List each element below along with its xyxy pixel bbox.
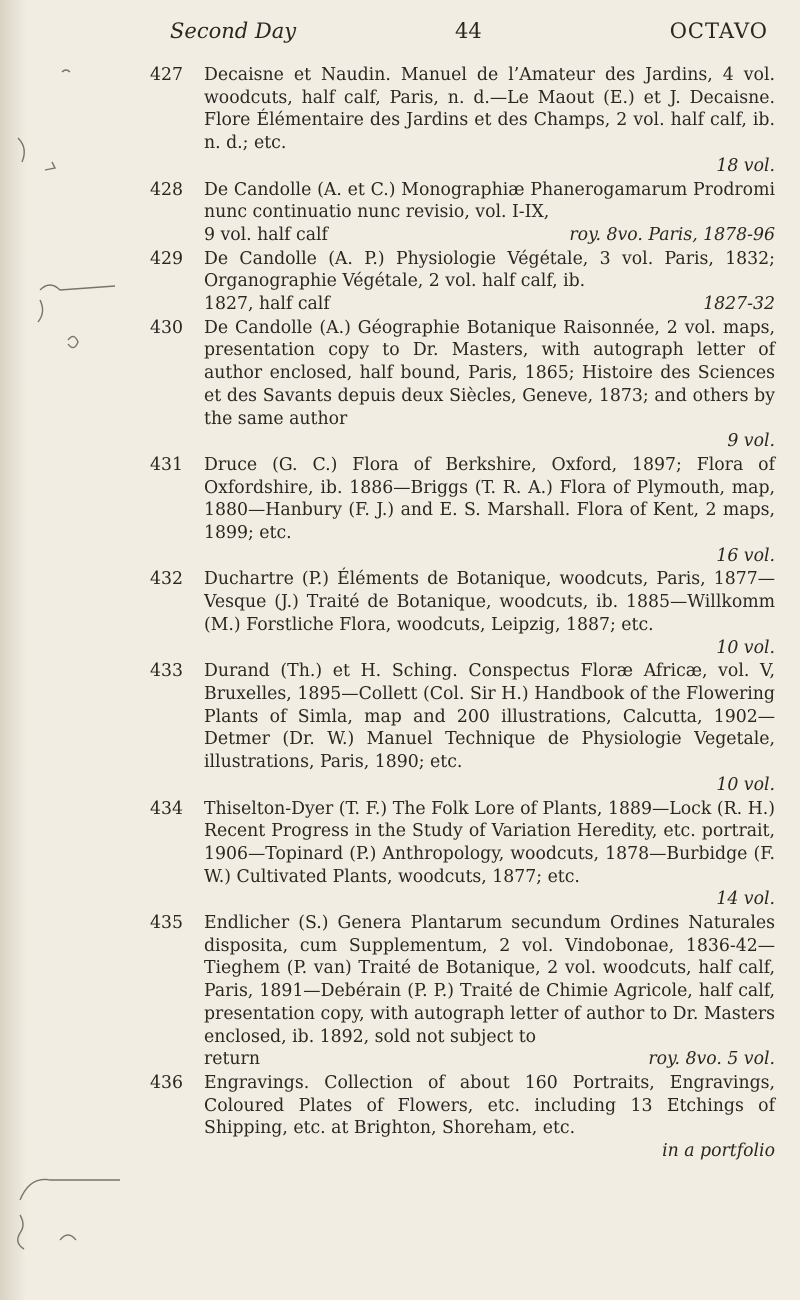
lot-description: Durand (Th.) et H. Sching. Conspectus Floræ Africæ, vol. V, Bruxelles, 1895—Collett (Col. Sir H.) Handbook of the Flowering Plants of Simla, map and 200 illustrations, Calcutta, 1902—Detmer (Dr. W.) Manuel Technique de Physiologie Vegetale, illustrations, Paris, 1890; etc. bbox=[204, 661, 775, 773]
lot-entry bbox=[150, 660, 775, 796]
lot-number: 433 bbox=[150, 661, 183, 682]
lot-description: Thiselton-Dyer (T. F.) The Folk Lore of Plants, 1889—Lock (R. H.) Recent Progress in the Study of Variation Heredity, etc. portrait, 1906—Topinard (P.) Anthropology, woodcuts, 1878—Burbidge (F. W.) Cultivated Plants, woodcuts, 1877; etc. bbox=[204, 798, 775, 887]
lot-entry bbox=[150, 64, 775, 178]
lot-tail bbox=[204, 637, 775, 660]
lot-tail-left: return bbox=[204, 1049, 260, 1070]
lot-tail bbox=[204, 224, 775, 247]
lot-tail-right: 16 vol. bbox=[716, 545, 775, 566]
lot-tail bbox=[204, 545, 775, 568]
lot-description: De Candolle (A.) Géographie Botanique Raisonnée, 2 vol. maps, presentation copy to Dr. Masters, with autograph letter of author enclosed, half bound, Paris, 1865; Histoire des Sciences et des Savants depuis deux Siècles, Geneve, 1873; and others by the same author bbox=[204, 317, 775, 429]
lot-description: Duchartre (P.) Éléments de Botanique, woodcuts, Paris, 1877—Vesque (J.) Traité de Botanique, woodcuts, ib. 1885—Willkomm (M.) Forstliche Flora, woodcuts, Leipzig, 1887; etc. bbox=[204, 569, 775, 635]
page-header bbox=[170, 16, 770, 48]
lot-number: 428 bbox=[150, 179, 183, 200]
lot-number: 432 bbox=[150, 569, 183, 590]
lot-list bbox=[150, 64, 775, 1164]
lot-tail bbox=[204, 1140, 775, 1163]
lot-number: 429 bbox=[150, 248, 183, 269]
lot-tail bbox=[204, 1048, 775, 1071]
lot-tail bbox=[204, 430, 775, 453]
lot-tail bbox=[204, 155, 775, 178]
header-page-number: 44 bbox=[455, 19, 482, 43]
lot-entry bbox=[150, 317, 775, 453]
lot-description: Endlicher (S.) Genera Plantarum secundum Ordines Naturales disposita, cum Supplementum, 2 vol. Vindobonae, 1836-42—Tieghem (P. van) Traité de Botanique, 2 vol. woodcuts, half calf, Paris, 1891—Debérain (P. P.) Traité de Chimie Agricole, half calf, presentation copy, with autograph letter of author to Dr. Masters enclosed, ib. 1892, sold not subject to bbox=[204, 913, 775, 1047]
lot-tail-right: 10 vol. bbox=[716, 637, 775, 658]
lot-entry bbox=[150, 1072, 775, 1163]
lot-tail-right: 1827-32 bbox=[703, 294, 775, 315]
lot-tail-right: in a portfolio bbox=[662, 1141, 775, 1162]
lot-number: 436 bbox=[150, 1072, 183, 1093]
lot-description: Druce (G. C.) Flora of Berkshire, Oxford, 1897; Flora of Oxfordshire, ib. 1886—Briggs (T. R. A.) Flora of Plymouth, map, 1880—Hanbury (F. J.) and E. S. Marshall. Flora of Kent, 2 maps, 1899; etc. bbox=[204, 454, 775, 544]
lot-tail-left: 9 vol. half calf bbox=[204, 224, 328, 245]
lot-tail-right: 10 vol. bbox=[716, 774, 775, 795]
lot-description: De Candolle (A. et C.) Monographiæ Phanerogamarum Prodromi nunc continuatio nunc revisio, vol. I-IX, bbox=[204, 179, 775, 223]
lot-entry bbox=[150, 248, 775, 316]
lot-number: 430 bbox=[150, 317, 183, 338]
lot-number: 427 bbox=[150, 65, 183, 85]
lot-description: Decaisne et Naudin. Manuel de l’Amateur des Jardins, 4 vol. woodcuts, half calf, Paris, n. d.—Le Maout (E.) et J. Decaisne. Flore Élémentaire des Jardins et des Champs, 2 vol. half calf, ib. n. d.; etc. bbox=[204, 65, 775, 154]
lot-tail-right: roy. 8vo. Paris, 1878-96 bbox=[569, 224, 775, 245]
lot-entry bbox=[150, 454, 775, 568]
lot-description: De Candolle (A. P.) Physiologie Végétale, 3 vol. Paris, 1832; Organographie Végétale, 2 vol. half calf, ib. bbox=[204, 248, 775, 292]
lot-tail-right: 18 vol. bbox=[716, 155, 775, 176]
lot-number: 434 bbox=[150, 798, 183, 819]
lot-number: 431 bbox=[150, 454, 183, 475]
lot-tail-left: 1827, half calf bbox=[204, 294, 330, 315]
lot-tail-right: 14 vol. bbox=[716, 889, 775, 910]
header-format: OCTAVO bbox=[669, 19, 768, 43]
lot-tail bbox=[204, 293, 775, 316]
lot-entry bbox=[150, 568, 775, 659]
lot-tail bbox=[204, 888, 775, 911]
lot-tail bbox=[204, 774, 775, 797]
lot-number: 435 bbox=[150, 913, 183, 934]
lot-entry bbox=[150, 798, 775, 912]
lot-entry bbox=[150, 179, 775, 247]
lot-description: Engravings. Collection of about 160 Portraits, Engravings, Coloured Plates of Flowers, etc. including 13 Etchings of Shipping, etc. at Brighton, Shoreham, etc. bbox=[204, 1072, 775, 1139]
page-edge-shadow bbox=[0, 0, 26, 1300]
lot-tail-right: 9 vol. bbox=[727, 431, 775, 452]
lot-entry bbox=[150, 912, 775, 1071]
lot-tail-right: roy. 8vo. 5 vol. bbox=[648, 1049, 775, 1070]
header-day: Second Day bbox=[170, 19, 297, 43]
